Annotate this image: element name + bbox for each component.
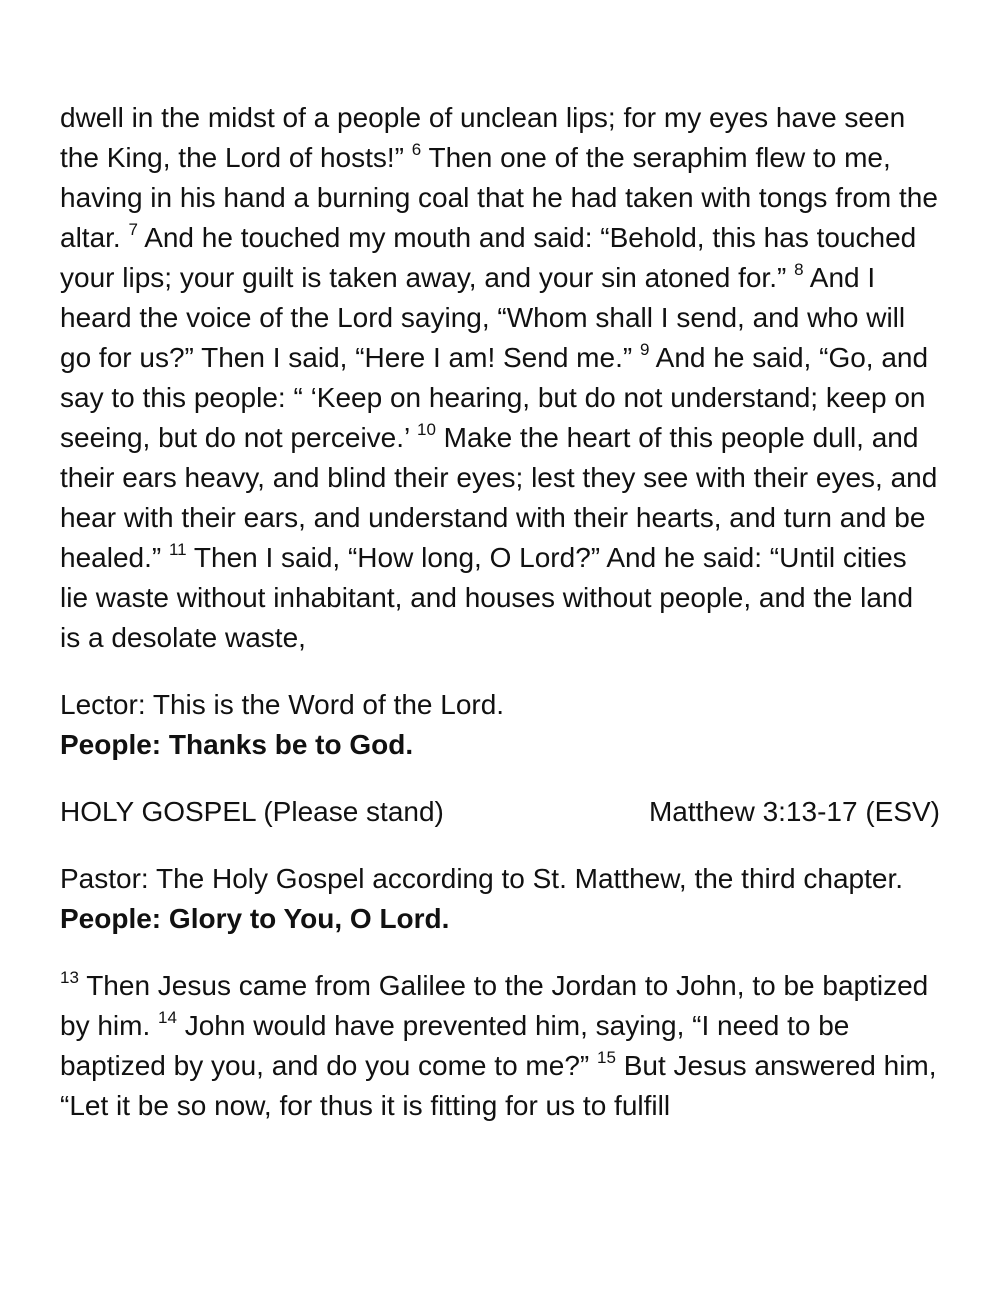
verse-text: But Jesus answered him, “Let it be so now, for thus it is fitting for us to fulfill <box>60 1050 937 1121</box>
verse-number: 7 <box>128 219 138 239</box>
gospel-announcement <box>60 859 940 939</box>
verse-text: And he touched my mouth and said: “Behold, this has touched your lips; your guilt is taken away, and your sin atoned for.” <box>60 222 917 293</box>
verse-number: 10 <box>416 419 436 439</box>
verse-text: John would have prevented him, saying, “I need to be baptized by you, and do you come to me?” <box>60 1010 850 1081</box>
spacer <box>60 658 940 685</box>
verse-number: 13 <box>60 967 79 987</box>
gospel-reading <box>60 966 940 1126</box>
gospel-heading <box>60 792 940 832</box>
verse-text: Then I said, “How long, O Lord?” And he said: “Until cities lie waste without inhabitant, and houses without people, and the land is a desolate waste, <box>60 542 914 653</box>
verse-number: 6 <box>411 139 422 159</box>
old-testament-reading <box>60 98 940 658</box>
scripture-reference: Matthew 3:13-17 (ESV) <box>648 796 940 827</box>
response-block <box>60 685 940 765</box>
verse-number: 9 <box>639 339 650 359</box>
people-response: People: Thanks be to God. <box>60 729 414 760</box>
lector-line: Lector: This is the Word of the Lord. <box>60 689 505 720</box>
verse-number: 11 <box>168 539 187 559</box>
verse-number: 14 <box>158 1007 177 1027</box>
verse-text: Make the heart of this people dull, and their ears heavy, and blind their eyes; lest they see with their eyes, and hear with their ears, and understand with their hearts, and turn and be healed.” <box>60 422 938 573</box>
verse-text: Then one of the seraphim flew to me, having in his hand a burning coal that he had taken with tongs from the altar. <box>60 142 938 253</box>
verse-number: 8 <box>794 259 804 279</box>
verse-text: dwell in the midst of a people of unclean lips; for my eyes have seen the King, the Lord of hosts!” <box>60 102 906 173</box>
verse-text: And he said, “Go, and say to this people: “ ‘Keep on hearing, but do not understand; keep on seeing, but do not perceive.’ <box>60 342 929 453</box>
section-title: HOLY GOSPEL (Please stand) <box>60 796 444 827</box>
verse-text: And I heard the voice of the Lord saying, “Whom shall I send, and who will go for us?” Then I said, “Here I am! Send me.” <box>60 262 906 373</box>
spacer <box>60 939 940 966</box>
verse-text: Then Jesus came from Galilee to the Jordan to John, to be baptized by him. <box>60 970 929 1041</box>
spacer <box>60 832 940 859</box>
spacer <box>60 765 940 792</box>
people-response: People: Glory to You, O Lord. <box>60 903 450 934</box>
verse-number: 15 <box>597 1047 616 1067</box>
pastor-line: Pastor: The Holy Gospel according to St. Matthew, the third chapter. <box>60 863 904 894</box>
